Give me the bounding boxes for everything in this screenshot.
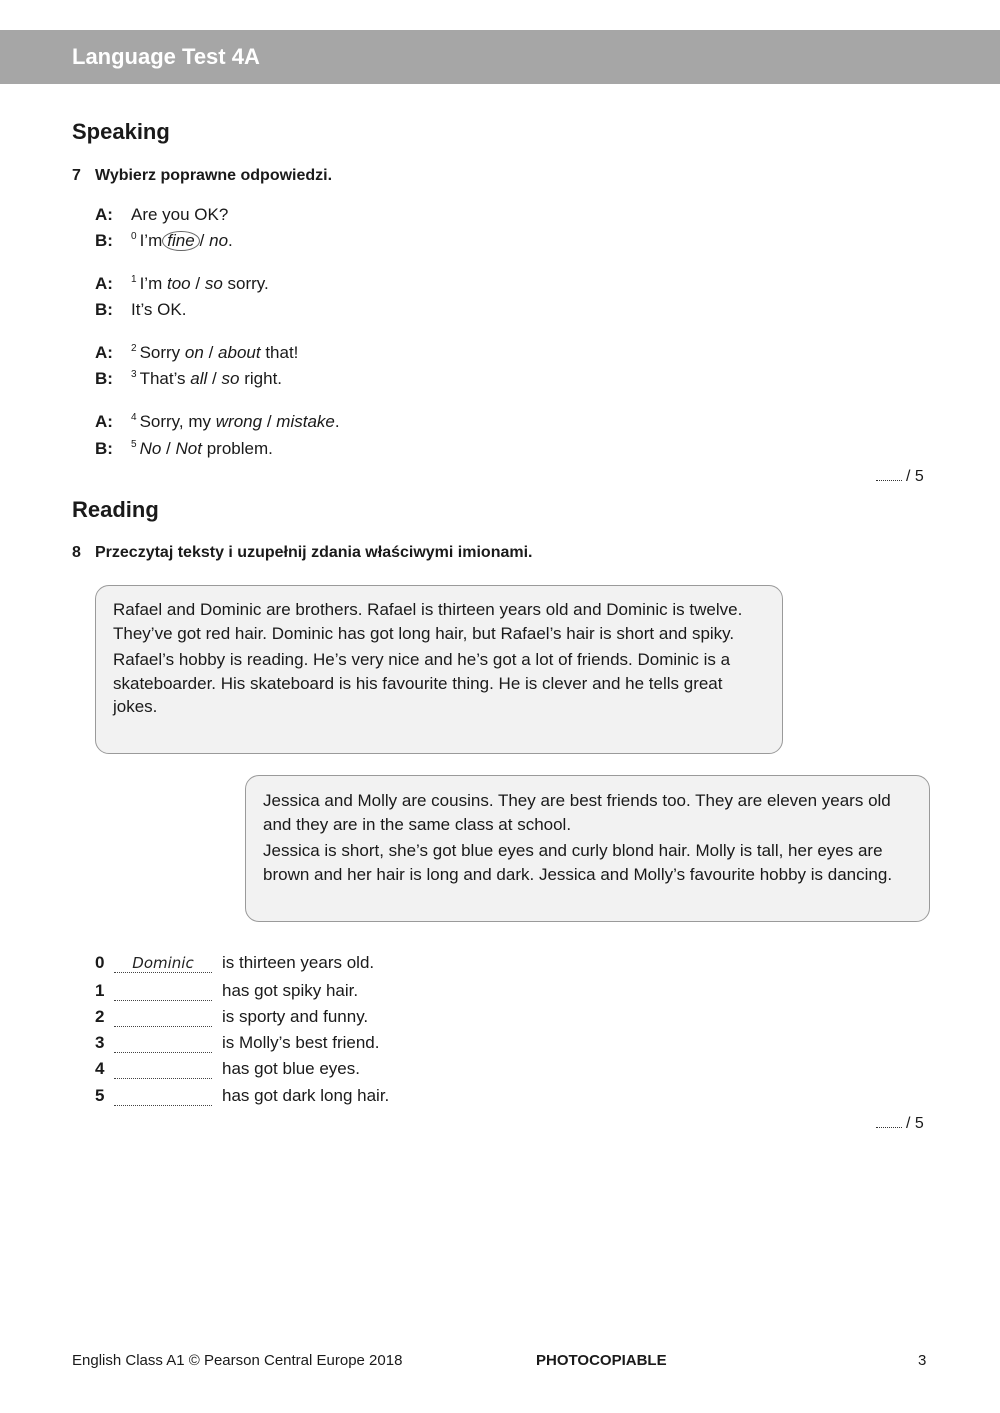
- dialog-line: [95, 205, 228, 225]
- speaking-instruction: [72, 167, 332, 185]
- dialog-prefix: That’s: [139, 369, 186, 388]
- answer-blank[interactable]: [114, 1087, 212, 1106]
- answer-row: [95, 1007, 368, 1031]
- dialog-line: [95, 369, 282, 389]
- dialog-line: [95, 300, 186, 320]
- option-b[interactable]: mistake: [276, 412, 335, 431]
- speaker-label: A:: [95, 343, 113, 362]
- answer-number: 3: [95, 1033, 105, 1052]
- option-b: no: [209, 231, 229, 250]
- speaking-score: [876, 466, 924, 486]
- dialog-suffix: right.: [244, 369, 283, 388]
- dialog-prefix: I’m: [139, 231, 163, 250]
- speaker-label: A:: [95, 274, 113, 293]
- footer-page-number: 3: [918, 1352, 927, 1369]
- answer-number: 4: [95, 1059, 105, 1078]
- dialog-line: [95, 343, 298, 363]
- answer-row: [95, 1033, 379, 1057]
- option-a[interactable]: wrong: [215, 412, 263, 431]
- option-a[interactable]: all: [190, 369, 208, 388]
- dialog-suffix: problem.: [206, 439, 273, 458]
- score-blank[interactable]: [876, 466, 902, 481]
- dialog-line: [95, 274, 269, 294]
- dialog-text: It’s OK.: [131, 300, 187, 319]
- score-blank[interactable]: [876, 1113, 902, 1128]
- reading-instruction: [72, 544, 532, 562]
- reading-score: [876, 1113, 924, 1133]
- speaker-label: B:: [95, 369, 113, 388]
- text-box-jessica-molly: [245, 775, 930, 922]
- dialog-suffix: that!: [265, 343, 299, 362]
- text-box-rafael-dominic: [95, 585, 783, 754]
- option-separator: /: [212, 369, 217, 388]
- answer-text: has got blue eyes.: [222, 1059, 360, 1078]
- answer-blank[interactable]: [114, 1060, 212, 1079]
- instruction-text: Wybierz poprawne odpowiedzi.: [95, 167, 333, 184]
- option-a: fine: [167, 231, 195, 250]
- header-bar: [0, 30, 1000, 84]
- text-paragraph: Jessica is short, she’s got blue eyes and curly blond hair. Molly is tall, her eyes are brown and her hair is long and dark. Jessica and Molly’s favourite hobby is dancing.: [263, 841, 893, 884]
- answer-blank[interactable]: [114, 1034, 212, 1053]
- page-title: Language Test 4A: [72, 44, 260, 69]
- exercise-number: 7: [72, 167, 81, 184]
- answer-blank[interactable]: Dominic: [114, 954, 212, 973]
- speaker-label: B:: [95, 439, 113, 458]
- option-separator: /: [266, 412, 272, 431]
- option-separator: /: [199, 231, 205, 250]
- item-number: 5: [131, 439, 137, 451]
- answer-number: 0: [95, 953, 105, 972]
- option-a[interactable]: too: [166, 274, 191, 293]
- option-separator: /: [195, 274, 201, 293]
- option-b[interactable]: so: [204, 274, 223, 293]
- answer-text: is sporty and funny.: [222, 1007, 369, 1026]
- reading-heading: Reading: [72, 497, 159, 522]
- answer-blank[interactable]: [114, 1008, 212, 1027]
- dialog-text: Are you OK?: [131, 205, 229, 224]
- option-b[interactable]: Not: [175, 439, 202, 458]
- text-paragraph: Rafael’s hobby is reading. He’s very nice and he’s got a lot of friends. Dominic is a skateboarder. His skateboard is his favourite thing. He is clever and he tells great jokes.: [113, 650, 731, 716]
- score-total: / 5: [906, 1115, 924, 1132]
- answer-row: [95, 953, 374, 977]
- option-a[interactable]: No: [139, 439, 162, 458]
- instruction-text: Przeczytaj teksty i uzupełnij zdania właściwymi imionami.: [95, 544, 533, 561]
- option-b[interactable]: about: [218, 343, 261, 362]
- answer-text: is thirteen years old.: [222, 953, 375, 972]
- footer-photocopiable: PHOTOCOPIABLE: [536, 1352, 667, 1369]
- dialog-suffix: .: [334, 412, 340, 431]
- answer-number: 5: [95, 1086, 105, 1105]
- answer-number: 2: [95, 1007, 105, 1026]
- item-number: 4: [131, 412, 137, 424]
- option-separator: /: [208, 343, 214, 362]
- answer-row: [95, 1086, 389, 1110]
- answer-text: is Molly’s best friend.: [222, 1033, 380, 1052]
- answer-row: [95, 981, 358, 1005]
- text-paragraph: Rafael and Dominic are brothers. Rafael is thirteen years old and Dominic is twelve. They’ve got red hair. Dominic has got long hair, but Rafael’s hair is short and spiky.: [113, 600, 743, 643]
- dialog-prefix: Sorry: [139, 343, 181, 362]
- text-paragraph: Jessica and Molly are cousins. They are best friends too. They are eleven years old and they are in the same class at school.: [263, 791, 891, 834]
- answer-text: has got dark long hair.: [222, 1086, 390, 1105]
- speaker-label: B:: [95, 231, 113, 250]
- option-separator: /: [166, 439, 171, 458]
- speaker-label: A:: [95, 412, 113, 431]
- item-number: 0: [131, 231, 137, 243]
- option-b[interactable]: so: [221, 369, 240, 388]
- answer-text: has got spiky hair.: [222, 981, 359, 1000]
- answer-blank[interactable]: [114, 982, 212, 1001]
- footer-copyright: English Class A1 © Pearson Central Europe 2018: [72, 1352, 403, 1369]
- item-number: 2: [131, 343, 137, 355]
- option-a[interactable]: on: [184, 343, 204, 362]
- dialog-line: [95, 231, 233, 251]
- dialog-line: [95, 439, 273, 459]
- dialog-suffix: .: [228, 231, 233, 250]
- dialog-prefix: I’m: [139, 274, 163, 293]
- item-number: 1: [131, 274, 137, 286]
- dialog-prefix: Sorry, my: [139, 412, 212, 431]
- speaking-heading: Speaking: [72, 119, 170, 144]
- exercise-number: 8: [72, 544, 81, 561]
- speaker-label: A:: [95, 205, 113, 224]
- score-total: / 5: [906, 468, 924, 485]
- circled-option: [162, 231, 199, 251]
- answer-row: [95, 1059, 360, 1083]
- dialog-line: [95, 412, 340, 432]
- speaker-label: B:: [95, 300, 113, 319]
- dialog-suffix: sorry.: [227, 274, 269, 293]
- item-number: 3: [131, 369, 137, 381]
- answer-number: 1: [95, 981, 105, 1000]
